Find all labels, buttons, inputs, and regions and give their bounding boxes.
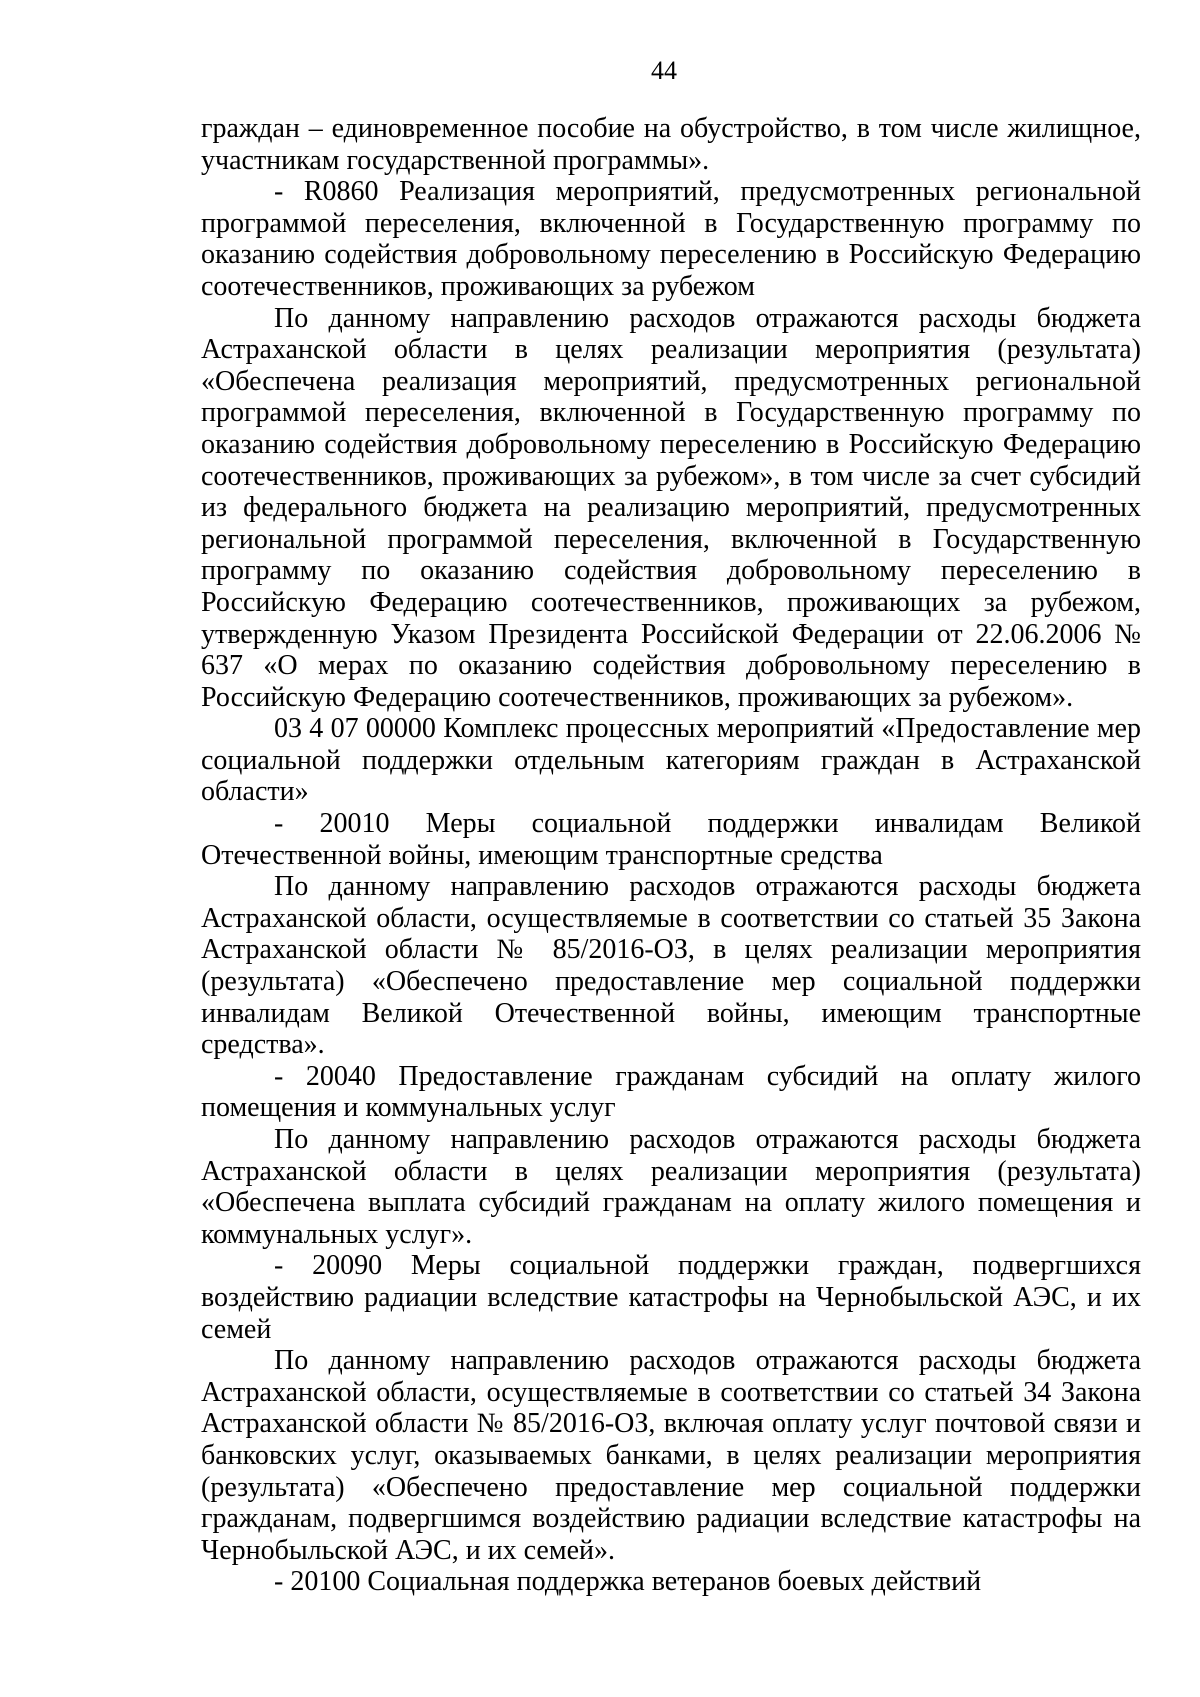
paragraph-1: граждан – единовременное пособие на обустройство, в том числе жилищное, участникам государственной программы». (201, 113, 1141, 176)
paragraph-7: - 20040 Предоставление гражданам субсидий на оплату жилого помещения и коммунальных услуг (201, 1060, 1141, 1124)
paragraph-8: По данному направлению расходов отражаются расходы бюджета Астраханской области в целях реализации мероприятия (результата) «Обеспечена выплата субсидий гражданам на оплату жилого помещения и коммунальных услуг». (201, 1124, 1141, 1250)
paragraph-5: - 20010 Меры социальной поддержки инвалидам Великой Отечественной войны, имеющим транспортные средства (201, 808, 1141, 871)
paragraph-9: - 20090 Меры социальной поддержки граждан, подвергшихся воздействию радиации вследствие катастрофы на Чернобыльской АЭС, и их семей (201, 1250, 1141, 1345)
page-number: 44 (651, 56, 677, 85)
paragraph-2: - R0860 Реализация мероприятий, предусмотренных региональной программой переселения, включенной в Государственную программу по оказанию содействия добровольному переселению в Российскую Федерацию соотечественников, проживающих за рубежом (201, 176, 1141, 302)
paragraph-3: По данному направлению расходов отражаются расходы бюджета Астраханской области в целях реализации мероприятия (результата) «Обеспечена реализация мероприятий, предусмотренных региональной программой переселения, включенной в Государственную программу по оказанию содействия добровольному переселению в Российскую Федерацию соотечественников, проживающих за рубежом», в том числе за счет субсидий из федерального бюджета на реализацию мероприятий, предусмотренных региональной программой переселения, включенной в Государственную программу по оказанию содействия добровольному переселению в Российскую Федерацию соотечественников, проживающих за рубежом, утвержденную Указом Президента Российской Федерации от 22.06.2006 № 637 «О мерах по оказанию содействия добровольному переселению в Российскую Федерацию соотечественников, проживающих за рубежом». (201, 302, 1141, 713)
document-body (201, 113, 1141, 1598)
paragraph-6: По данному направлению расходов отражаются расходы бюджета Астраханской области, осуществляемые в соответствии со статьей 35 Закона Астраханской области № 85/2016-ОЗ, в целях реализации мероприятия (результата) «Обеспечено предоставление мер социальной поддержки инвалидам Великой Отечественной войны, имеющим транспортные средства». (201, 871, 1141, 1061)
paragraph-11: - 20100 Социальная поддержка ветеранов боевых действий (274, 1566, 982, 1598)
paragraph-4: 03 4 07 00000 Комплекс процессных мероприятий «Предоставление мер социальной поддержки отдельным категориям граждан в Астраханской области» (201, 713, 1141, 808)
paragraph-10: По данному направлению расходов отражаются расходы бюджета Астраханской области, осуществляемые в соответствии со статьей 34 Закона Астраханской области № 85/2016-ОЗ, включая оплату услуг почтовой связи и банковских услуг, оказываемых банками, в целях реализации мероприятия (результата) «Обеспечено предоставление мер социальной поддержки гражданам, подвергшимся воздействию радиации вследствие катастрофы на Чернобыльской АЭС, и их семей». (201, 1345, 1141, 1566)
